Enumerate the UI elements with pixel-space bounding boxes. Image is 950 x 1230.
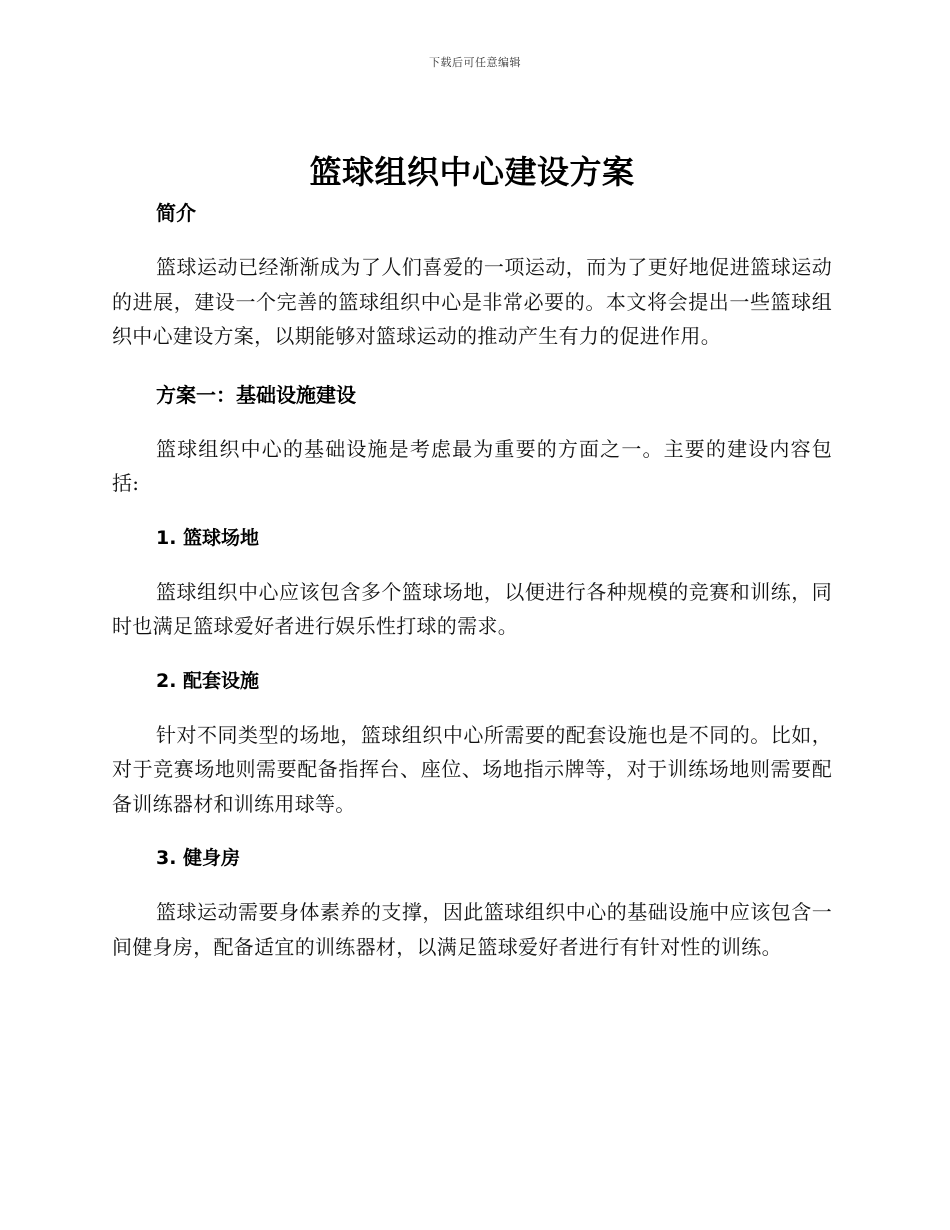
item3-paragraph: 篮球运动需要身体素养的支撑，因此篮球组织中心的基础设施中应该包含一间健身房，配备适宜的训练器材，以满足篮球爱好者进行有针对性的训练。 <box>112 900 832 959</box>
document-title: 篮球组织中心建设方案 <box>309 153 635 191</box>
plan1-heading: 方案一：基础设施建设 <box>156 382 356 407</box>
item2-paragraph: 针对不同类型的场地，篮球组织中心所需要的配套设施也是不同的。比如，对于竞赛场地则需要配备指挥台、座位、场地指示牌等，对于训练场地则需要配备训练器材和训练用球等。 <box>112 722 832 816</box>
item1-heading: 1. 篮球场地 <box>156 526 260 549</box>
item3-heading: 3. 健身房 <box>156 847 241 869</box>
item2-heading: 2. 配套设施 <box>156 669 260 692</box>
header-note: 下载后可任意编辑 <box>429 56 521 69</box>
document-body <box>112 148 832 964</box>
plan1-paragraph: 篮球组织中心的基础设施是考虑最为重要的方面之一。主要的建设内容包括: <box>112 436 832 495</box>
intro-paragraph: 篮球运动已经渐渐成为了人们喜爱的一项运动，而为了更好地促进篮球运动的进展，建设一个完善的篮球组织中心是非常必要的。本文将会提出一些篮球组织中心建设方案，以期能够对篮球运动的推动产生有力的促进作用。 <box>112 255 832 348</box>
item1-paragraph: 篮球组织中心应该包含多个篮球场地，以便进行各种规模的竞赛和训练，同时也满足篮球爱好者进行娱乐性打球的需求。 <box>112 579 832 638</box>
intro-heading: 简介 <box>156 201 196 225</box>
